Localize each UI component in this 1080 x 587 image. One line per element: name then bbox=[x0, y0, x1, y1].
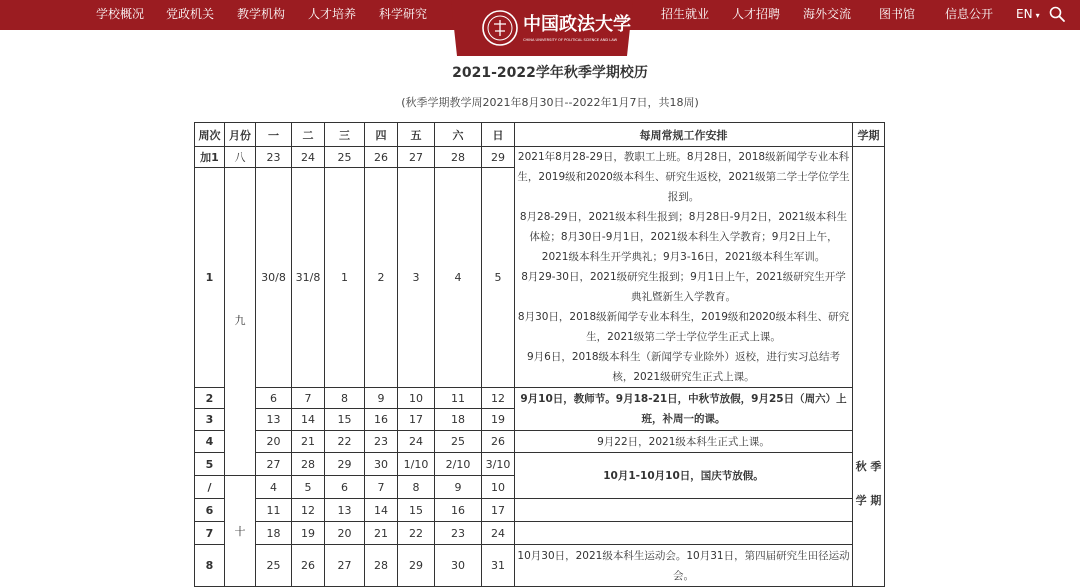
day-cell: 22 bbox=[398, 522, 435, 545]
day-cell: 15 bbox=[398, 499, 435, 522]
day-cell: 5 bbox=[482, 168, 515, 388]
day-cell: 23 bbox=[435, 522, 482, 545]
day-cell: 31 bbox=[482, 545, 515, 587]
week-cell: / bbox=[195, 476, 225, 499]
day-cell: 26 bbox=[292, 545, 325, 587]
nav-item-recruitment[interactable]: 人才招聘 bbox=[732, 7, 781, 21]
day-cell: 21 bbox=[365, 522, 398, 545]
day-cell: 2/10 bbox=[435, 453, 482, 476]
week-cell: 5 bbox=[195, 453, 225, 476]
day-cell: 28 bbox=[365, 545, 398, 587]
table-header-row bbox=[195, 123, 885, 147]
day-cell: 20 bbox=[256, 431, 292, 453]
header-week: 周次 bbox=[195, 123, 225, 147]
day-cell: 18 bbox=[256, 522, 292, 545]
day-cell: 29 bbox=[398, 545, 435, 587]
day-cell: 18 bbox=[435, 409, 482, 431]
week-cell: 4 bbox=[195, 431, 225, 453]
search-icon[interactable] bbox=[1048, 5, 1066, 23]
nav-item-teaching-units[interactable]: 教学机构 bbox=[237, 7, 286, 21]
day-cell: 23 bbox=[365, 431, 398, 453]
page-title: 2021-2022学年秋季学期校历 bbox=[452, 65, 648, 81]
notes-cell: 9月22日，2021级本科生正式上课。 bbox=[515, 431, 853, 453]
day-cell: 30 bbox=[435, 545, 482, 587]
header-routine-work: 每周常规工作安排 bbox=[515, 123, 853, 147]
nav-item-library[interactable]: 图书馆 bbox=[879, 7, 916, 21]
month-cell: 十 bbox=[225, 476, 256, 587]
notes-cell bbox=[515, 522, 853, 545]
day-cell: 16 bbox=[365, 409, 398, 431]
day-cell: 24 bbox=[482, 522, 515, 545]
day-cell: 26 bbox=[482, 431, 515, 453]
week-cell: 6 bbox=[195, 499, 225, 522]
header-term: 学期 bbox=[853, 123, 885, 147]
day-cell: 12 bbox=[482, 388, 515, 409]
header-tue: 二 bbox=[292, 123, 325, 147]
day-cell: 11 bbox=[435, 388, 482, 409]
nav-item-talent-training[interactable]: 人才培养 bbox=[308, 7, 357, 21]
day-cell: 7 bbox=[292, 388, 325, 409]
day-cell: 4 bbox=[256, 476, 292, 499]
day-cell: 21 bbox=[292, 431, 325, 453]
note-line: 9月6日，2018级本科生（新闻学专业除外）返校，进行实习总结考核，2021级研究生正式上课。 bbox=[526, 351, 841, 383]
day-cell: 24 bbox=[398, 431, 435, 453]
day-cell: 16 bbox=[435, 499, 482, 522]
day-cell: 2 bbox=[365, 168, 398, 388]
header-month: 月份 bbox=[225, 123, 256, 147]
day-cell: 26 bbox=[365, 147, 398, 168]
chevron-down-icon: ▾ bbox=[1035, 11, 1040, 20]
note-line: 8月28-29日，2021级本科生报到；8月28日-9月2日，2021级本科生体检；8月30日-9月1日，2021级本科生入学教育；9月2日上午，2021级本科生开学典礼；9月3-16日，2021级本科生军训。 bbox=[519, 211, 848, 263]
day-cell: 29 bbox=[325, 453, 365, 476]
day-cell: 12 bbox=[292, 499, 325, 522]
day-cell: 25 bbox=[325, 147, 365, 168]
day-cell: 13 bbox=[325, 499, 365, 522]
day-cell: 22 bbox=[325, 431, 365, 453]
day-cell: 9 bbox=[365, 388, 398, 409]
day-cell: 25 bbox=[256, 545, 292, 587]
university-logo-tab[interactable] bbox=[451, 0, 633, 56]
day-cell: 3/10 bbox=[482, 453, 515, 476]
day-cell: 24 bbox=[292, 147, 325, 168]
notes-cell bbox=[515, 499, 853, 522]
day-cell: 20 bbox=[325, 522, 365, 545]
day-cell: 1 bbox=[325, 168, 365, 388]
day-cell: 1/10 bbox=[398, 453, 435, 476]
week-cell: 1 bbox=[195, 168, 225, 388]
week-cell: 8 bbox=[195, 545, 225, 587]
day-cell: 8 bbox=[325, 388, 365, 409]
day-cell: 25 bbox=[435, 431, 482, 453]
nav-item-research[interactable]: 科学研究 bbox=[379, 7, 428, 21]
month-cell: 九 bbox=[225, 168, 256, 476]
day-cell: 14 bbox=[292, 409, 325, 431]
day-cell: 19 bbox=[292, 522, 325, 545]
term-label-semester: 学 期 bbox=[855, 493, 882, 507]
day-cell: 17 bbox=[482, 499, 515, 522]
day-cell: 6 bbox=[325, 476, 365, 499]
notes-cell: 10月1-10月10日，国庆节放假。 bbox=[515, 453, 853, 499]
week-cell: 3 bbox=[195, 409, 225, 431]
header-sun: 日 bbox=[482, 123, 515, 147]
day-cell: 17 bbox=[398, 409, 435, 431]
table-row bbox=[195, 522, 885, 545]
day-cell: 5 bbox=[292, 476, 325, 499]
day-cell: 28 bbox=[435, 147, 482, 168]
week-cell: 2 bbox=[195, 388, 225, 409]
nav-item-info-disclosure[interactable]: 信息公开 bbox=[945, 7, 994, 21]
header-fri: 五 bbox=[398, 123, 435, 147]
day-cell: 11 bbox=[256, 499, 292, 522]
day-cell: 6 bbox=[256, 388, 292, 409]
table-row bbox=[195, 545, 885, 587]
day-cell: 23 bbox=[256, 147, 292, 168]
day-cell: 28 bbox=[292, 453, 325, 476]
day-cell: 31/8 bbox=[292, 168, 325, 388]
language-switch[interactable] bbox=[1016, 0, 1040, 28]
header-wed: 三 bbox=[325, 123, 365, 147]
day-cell: 9 bbox=[435, 476, 482, 499]
term-label-autumn: 秋 季 bbox=[855, 459, 882, 473]
day-cell: 4 bbox=[435, 168, 482, 388]
header-thu: 四 bbox=[365, 123, 398, 147]
table-row bbox=[195, 147, 885, 168]
nav-item-party-admin[interactable]: 党政机关 bbox=[166, 7, 215, 21]
day-cell: 27 bbox=[256, 453, 292, 476]
table-row bbox=[195, 453, 885, 476]
page-subtitle: (秋季学期教学周2021年8月30日--2022年1月7日，共18周) bbox=[401, 96, 699, 109]
day-cell: 3 bbox=[398, 168, 435, 388]
week-cell: 7 bbox=[195, 522, 225, 545]
day-cell: 10 bbox=[398, 388, 435, 409]
notes-cell bbox=[515, 147, 853, 388]
nav-item-international[interactable]: 海外交流 bbox=[803, 7, 852, 21]
logo-subtext: CHINA UNIVERSITY OF POLITICAL SCIENCE AND LAW bbox=[523, 38, 618, 42]
notes-cell: 9月10日，教师节。9月18-21日，中秋节放假，9月25日（周六）上班，补周一的课。 bbox=[515, 388, 853, 431]
day-cell: 29 bbox=[482, 147, 515, 168]
day-cell: 15 bbox=[325, 409, 365, 431]
day-cell: 14 bbox=[365, 499, 398, 522]
day-cell: 10 bbox=[482, 476, 515, 499]
logo-text: 中国政法大学 bbox=[523, 14, 631, 35]
table-row bbox=[195, 388, 885, 409]
table-row bbox=[195, 499, 885, 522]
table-row bbox=[195, 431, 885, 453]
language-label: EN bbox=[1016, 7, 1033, 21]
header-sat: 六 bbox=[435, 123, 482, 147]
note-line: 8月30日，2018级新闻学专业本科生，2019级和2020级本科生、研究生，2021级第二学士学位学生正式上课。 bbox=[517, 311, 850, 343]
day-cell: 30/8 bbox=[256, 168, 292, 388]
day-cell: 27 bbox=[325, 545, 365, 587]
academic-calendar-table bbox=[194, 122, 885, 587]
note-line: 2021年8月28-29日，教职工上班。8月28日，2018级新闻学专业本科生，2019级和2020级本科生、研究生返校，2021级第二学士学位学生报到。 bbox=[517, 151, 850, 203]
notes-cell: 10月30日，2021级本科生运动会。10月31日，第四届研究生田径运动会。 bbox=[515, 545, 853, 587]
day-cell: 27 bbox=[398, 147, 435, 168]
header-mon: 一 bbox=[256, 123, 292, 147]
week-cell: 加1 bbox=[195, 147, 225, 168]
term-cell bbox=[853, 147, 885, 587]
note-line: 8月29-30日，2021级研究生报到；9月1日上午，2021级研究生开学典礼暨新生入学教育。 bbox=[521, 271, 846, 303]
day-cell: 13 bbox=[256, 409, 292, 431]
nav-item-admissions[interactable]: 招生就业 bbox=[661, 7, 710, 21]
month-cell: 八 bbox=[225, 147, 256, 168]
nav-item-school-overview[interactable]: 学校概况 bbox=[96, 7, 145, 21]
day-cell: 19 bbox=[482, 409, 515, 431]
day-cell: 8 bbox=[398, 476, 435, 499]
day-cell: 30 bbox=[365, 453, 398, 476]
day-cell: 7 bbox=[365, 476, 398, 499]
